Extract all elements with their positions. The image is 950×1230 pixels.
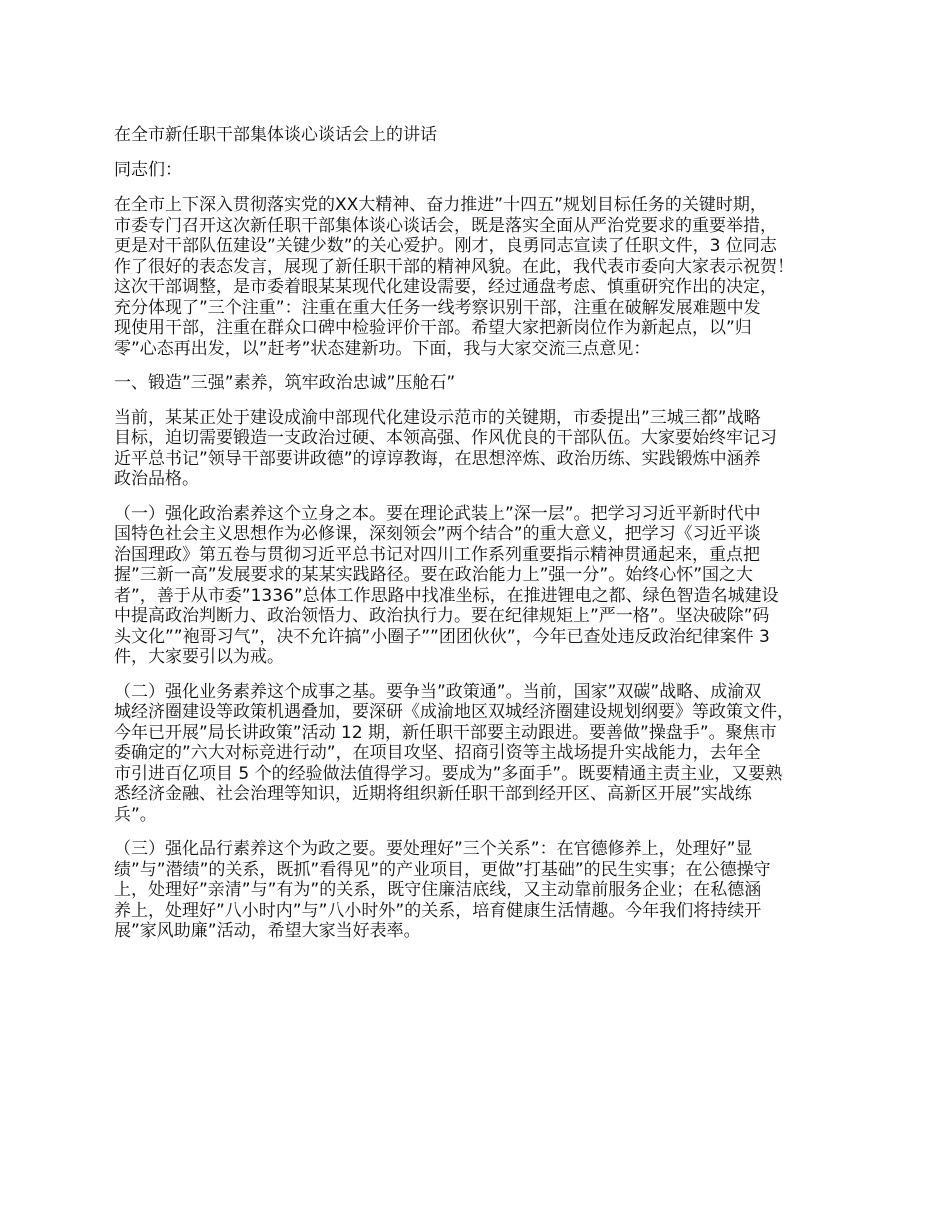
point-3-paragraph xyxy=(114,839,859,942)
text-line: （三）强化品行素养这个为政之要。要处理好”三个关系”：在官德修养上，处理好”显 xyxy=(114,839,753,859)
text-line: 更是对干部队伍建设”关键少数”的关心爱护。刚才，良勇同志宣读了任职文件，3 位同志 xyxy=(114,236,777,256)
text-line: 城经济圈建设等政策机遇叠加，要深研《成渝地区双城经济圈建设规划纲要》等政策文件， xyxy=(114,702,794,722)
text-line: 治国理政》第五卷与贯彻习近平总书记对四川工作系列重要指示精神贯通起来，重点把 xyxy=(114,544,760,565)
text-line: 近平总书记”领导干部要讲政德”的谆谆教诲，在思想淬炼、政治历练、实践锻炼中涵养 xyxy=(114,448,761,469)
salutation xyxy=(114,160,859,181)
text-line: 养上，处理好”八小时内”与”八小时外”的关系，培育健康生活情趣。今年我们将持续开 xyxy=(114,900,762,921)
section-intro-paragraph xyxy=(114,408,859,490)
text-line: 绩”与”潜绩”的关系，既抓”看得见”的产业项目，更做”打基础”的民生实事；在公德操守 xyxy=(114,859,771,880)
document-title xyxy=(114,125,859,146)
text-line: 委确定的”六大对标竞进行动”，在项目攻坚、招商引资等主战场提升实战能力，去年全 xyxy=(114,743,761,763)
salutation-line: 同志们： xyxy=(114,159,182,180)
document-page xyxy=(114,125,859,956)
text-line: 者”，善于从市委”1336”总体工作思路中找准坐标，在推进锂电之都、绿色智造名城建设 xyxy=(114,585,779,606)
text-line: 件，大家要引以为戒。 xyxy=(114,647,284,667)
text-line: 悉经济金融、社会治理等知识，近期将组织新任职干部到经开区、高新区开展”实战练 xyxy=(114,784,752,804)
text-line: 政治品格。 xyxy=(114,469,199,489)
text-line: 兵”。 xyxy=(114,804,157,825)
point-2-paragraph xyxy=(114,682,859,826)
text-line: 当前，某某正处于建设成渝中部现代化建设示范市的关键期，市委提出”三城三都”战略 xyxy=(114,407,761,428)
text-line: 这次干部调整，是市委着眼某某现代化建设需要，经过通盘考虑、慎重研究作出的决定， xyxy=(114,277,777,297)
point-1-paragraph xyxy=(114,504,859,668)
text-line: 上，处理好”亲清”与”有为”的关系，既守住廉洁底线，又主动靠前服务企业；在私德涵 xyxy=(114,880,762,900)
section-heading-line: 一、锻造”三强”素养，筑牢政治忠诚”压舱石” xyxy=(114,373,456,393)
text-line: 零”心态再出发，以”赶考”状态建新功。下面，我与大家交流三点意见： xyxy=(114,338,651,359)
text-line: 中提高政治判断力、政治领悟力、政治执行力。要在纪律规矩上”严一格”。坚决破除”码 xyxy=(114,606,770,626)
text-line: 现使用干部，注重在群众口碑中检验评价干部。希望大家把新岗位作为新起点，以”归 xyxy=(114,318,752,338)
text-line: 展”家风助廉”活动，希望大家当好表率。 xyxy=(114,921,421,941)
text-line: 国特色社会主义思想作为必修课，深刻领会”两个结合”的重大意义，把学习《习近平谈 xyxy=(114,524,761,544)
text-line: 头文化””袍哥习气”，决不允许搞”小圈子””团团伙伙”，今年已查处违反政治纪律案件 3 xyxy=(114,626,770,647)
text-line: 在全市上下深入贯彻落实党的XX大精神、奋力推进”十四五”规划目标任务的关键时期， xyxy=(114,195,767,215)
intro-paragraph xyxy=(114,195,859,359)
text-line: 市委专门召开这次新任职干部集体谈心谈话会，既是落实全面从严治党要求的重要举措， xyxy=(114,215,777,236)
text-line: 目标，迫切需要锻造一支政治过硬、本领高强、作风优良的干部队伍。大家要始终牢记习 xyxy=(114,428,777,448)
text-line: 作了很好的表态发言，展现了新任职干部的精神风貌。在此，我代表市委向大家表示祝贺！ xyxy=(114,256,794,277)
text-line: 今年已开展”局长讲政策”活动 12 期，新任职干部要主动跟进。要善做”操盘手”。聚焦市 xyxy=(114,722,777,743)
text-line: 充分体现了”三个注重”：注重在重大任务一线考察识别干部，注重在破解发展难题中发 xyxy=(114,297,761,318)
section-heading xyxy=(114,373,859,394)
text-line: （一）强化政治素养这个立身之本。要在理论武装上”深一层”。把学习习近平新时代中 xyxy=(114,503,761,524)
text-line: （二）强化业务素养这个成事之基。要争当”政策通”。当前，国家”双碳”战略、成渝双 xyxy=(114,681,762,702)
text-line: 握”三新一高”发展要求的某某实践路径。要在政治能力上”强一分”。始终心怀”国之大 xyxy=(114,565,754,585)
title-line: 在全市新任职干部集体谈心谈话会上的讲话 xyxy=(114,125,437,145)
text-line: 市引进百亿项目 5 个的经验做法值得学习。要成为”多面手”。既要精通主责主业，又要熟 xyxy=(114,763,783,784)
